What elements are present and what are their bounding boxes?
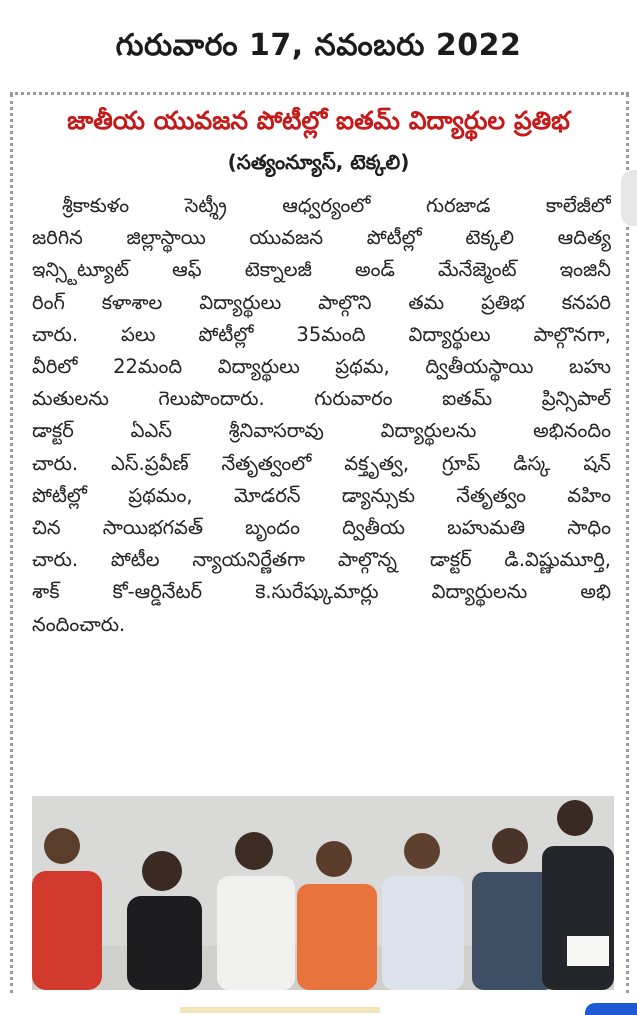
bottom-strip [0, 993, 637, 1015]
body-line: చారు. పలు పోటీల్లో 35మంది విద్యార్థులు పాల్గొనగా, [32, 322, 611, 346]
article-border-left [10, 94, 13, 993]
article-border-right [626, 94, 629, 993]
body-line: డాక్టర్ ఏఎస్ శ్రీనివాసరావు విద్యార్థులను అభినందిం [32, 419, 611, 443]
body-line: నందించారు. [32, 612, 126, 636]
body-line: జరిగిన జిల్లాస్థాయి యువజన పోటీల్లో టెక్కలి ఆదిత్య [32, 226, 611, 250]
article-body [32, 190, 611, 641]
newspaper-date: గురువారం 17, నవంబరు 2022 [115, 28, 522, 63]
body-line: మతులను గెలుపొందారు. గురువారం ఐతమ్ ప్రిన్సిపాల్ [32, 387, 611, 411]
body-line: చారు. ఎస్.ప్రవీణ్ నేతృత్వంలో వక్తృత్వ, గ్రూప్ డిస్క షన్ [32, 451, 611, 475]
body-line: శాక్ కో-ఆర్డినేటర్ కె.సురేష్కుమార్లు విద్యార్థులను అభి [32, 580, 611, 604]
corner-badge [585, 1003, 637, 1015]
body-line: శ్రీకాకుళం సెట్శ్రీ ఆధ్వర్యంలో గురజాడ కాలేజీలో [62, 194, 611, 217]
article-photo [32, 796, 614, 990]
body-line: చిన సాయిభగవత్ బృందం ద్వితీయ బహుమతి సాధిం [32, 516, 611, 540]
body-line: ఇన్స్టిట్యూట్ ఆఫ్ టెక్నాలజీ అండ్ మేనేజ్మెంట్ ఇంజినీ [32, 258, 611, 282]
body-line: వీరిలో 22మంది విద్యార్థులు ప్రథమ, ద్వితీయస్థాయి బహు [32, 355, 611, 379]
group-photo-illustration [32, 796, 614, 990]
body-line: పోటీల్లో ప్రథమం, మోడరన్ డ్యాన్సుకు నేతృత్వం వహిం [32, 483, 611, 507]
body-line: చారు. పోటీల న్యాయనిర్ణేతగా పాల్గొన్న డాక్టర్ డి.విష్ణుమూర్తి, [32, 548, 611, 572]
body-line: రింగ్ కళాశాల విద్యార్థులు పాల్గొని తమ ప్రతిభ కనపరి [32, 290, 611, 314]
article-border-top [10, 92, 629, 95]
article-headline: జాతీయ యువజన పోటీల్లో ఐతమ్ విద్యార్థుల ప్రతిభ [67, 106, 570, 135]
article-byline: (సత్యంన్యూస్, టెక్కలి) [227, 150, 410, 174]
